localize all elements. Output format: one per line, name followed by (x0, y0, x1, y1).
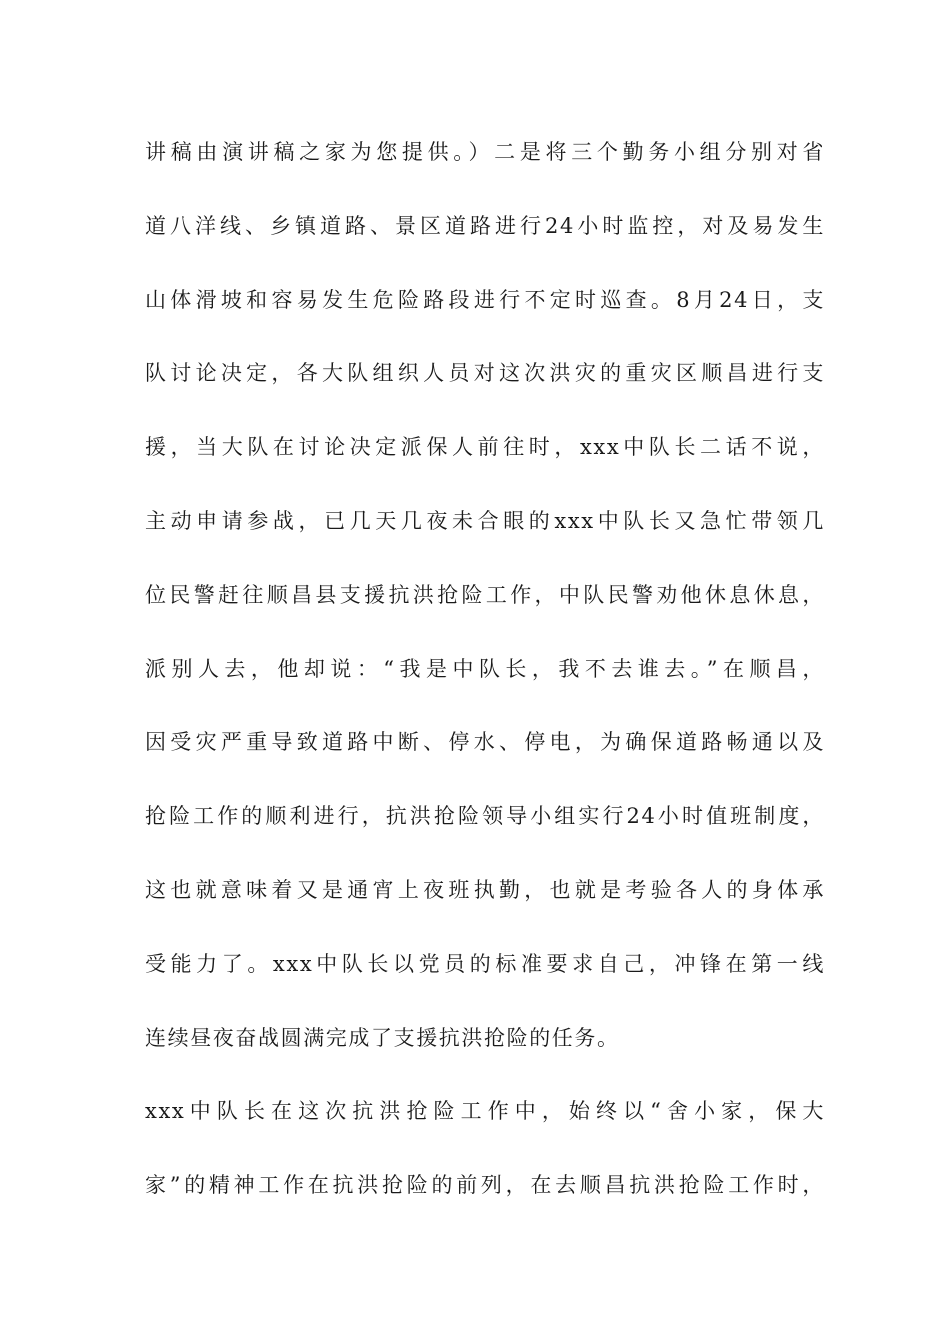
text-line: 队讨论决定，各大队组织人员对这次洪灾的重灾区顺昌进行支 (145, 361, 825, 386)
text-line: 讲稿由演讲稿之家为您提供。）二是将三个勤务小组分别对省 (145, 140, 825, 164)
text-line: xxx中队长在这次抗洪抢险工作中，始终以“舍小家，保大 (145, 1099, 825, 1124)
text-line: 这也就意味着又是通宵上夜班执勤，也就是考验各人的身体承 (145, 877, 825, 902)
text-line: 因受灾严重导致道路中断、停水、停电，为确保道路畅通以及 (145, 730, 825, 755)
text-line: 援，当大队在讨论决定派保人前往时，xxx中队长二话不说， (145, 435, 825, 460)
text-line: 连续昼夜奋战圆满完成了支援抗洪抢险的任务。 (145, 1025, 620, 1050)
text-line: 受能力了。xxx中队长以党员的标准要求自己，冲锋在第一线 (145, 951, 825, 976)
text-line: 道八洋线、乡镇道路、景区道路进行24小时监控，对及易发生 (145, 213, 825, 238)
text-line: 派别人去，他却说：“我是中队长，我不去谁去。”在顺昌， (145, 656, 825, 681)
text-line: 位民警赶往顺昌县支援抗洪抢险工作，中队民警劝他休息休息， (145, 582, 825, 607)
text-line: 主动申请参战，已几天几夜未合眼的xxx中队长又急忙带领几 (145, 508, 825, 533)
text-line: 山体滑坡和容易发生危险路段进行不定时巡查。8月24日，支 (145, 287, 825, 312)
body-text (145, 126, 825, 1233)
text-line: 抢险工作的顺利进行，抗洪抢险领导小组实行24小时值班制度， (145, 804, 825, 829)
text-line: 家”的精神工作在抗洪抢险的前列，在去顺昌抗洪抢险工作时， (145, 1173, 825, 1198)
